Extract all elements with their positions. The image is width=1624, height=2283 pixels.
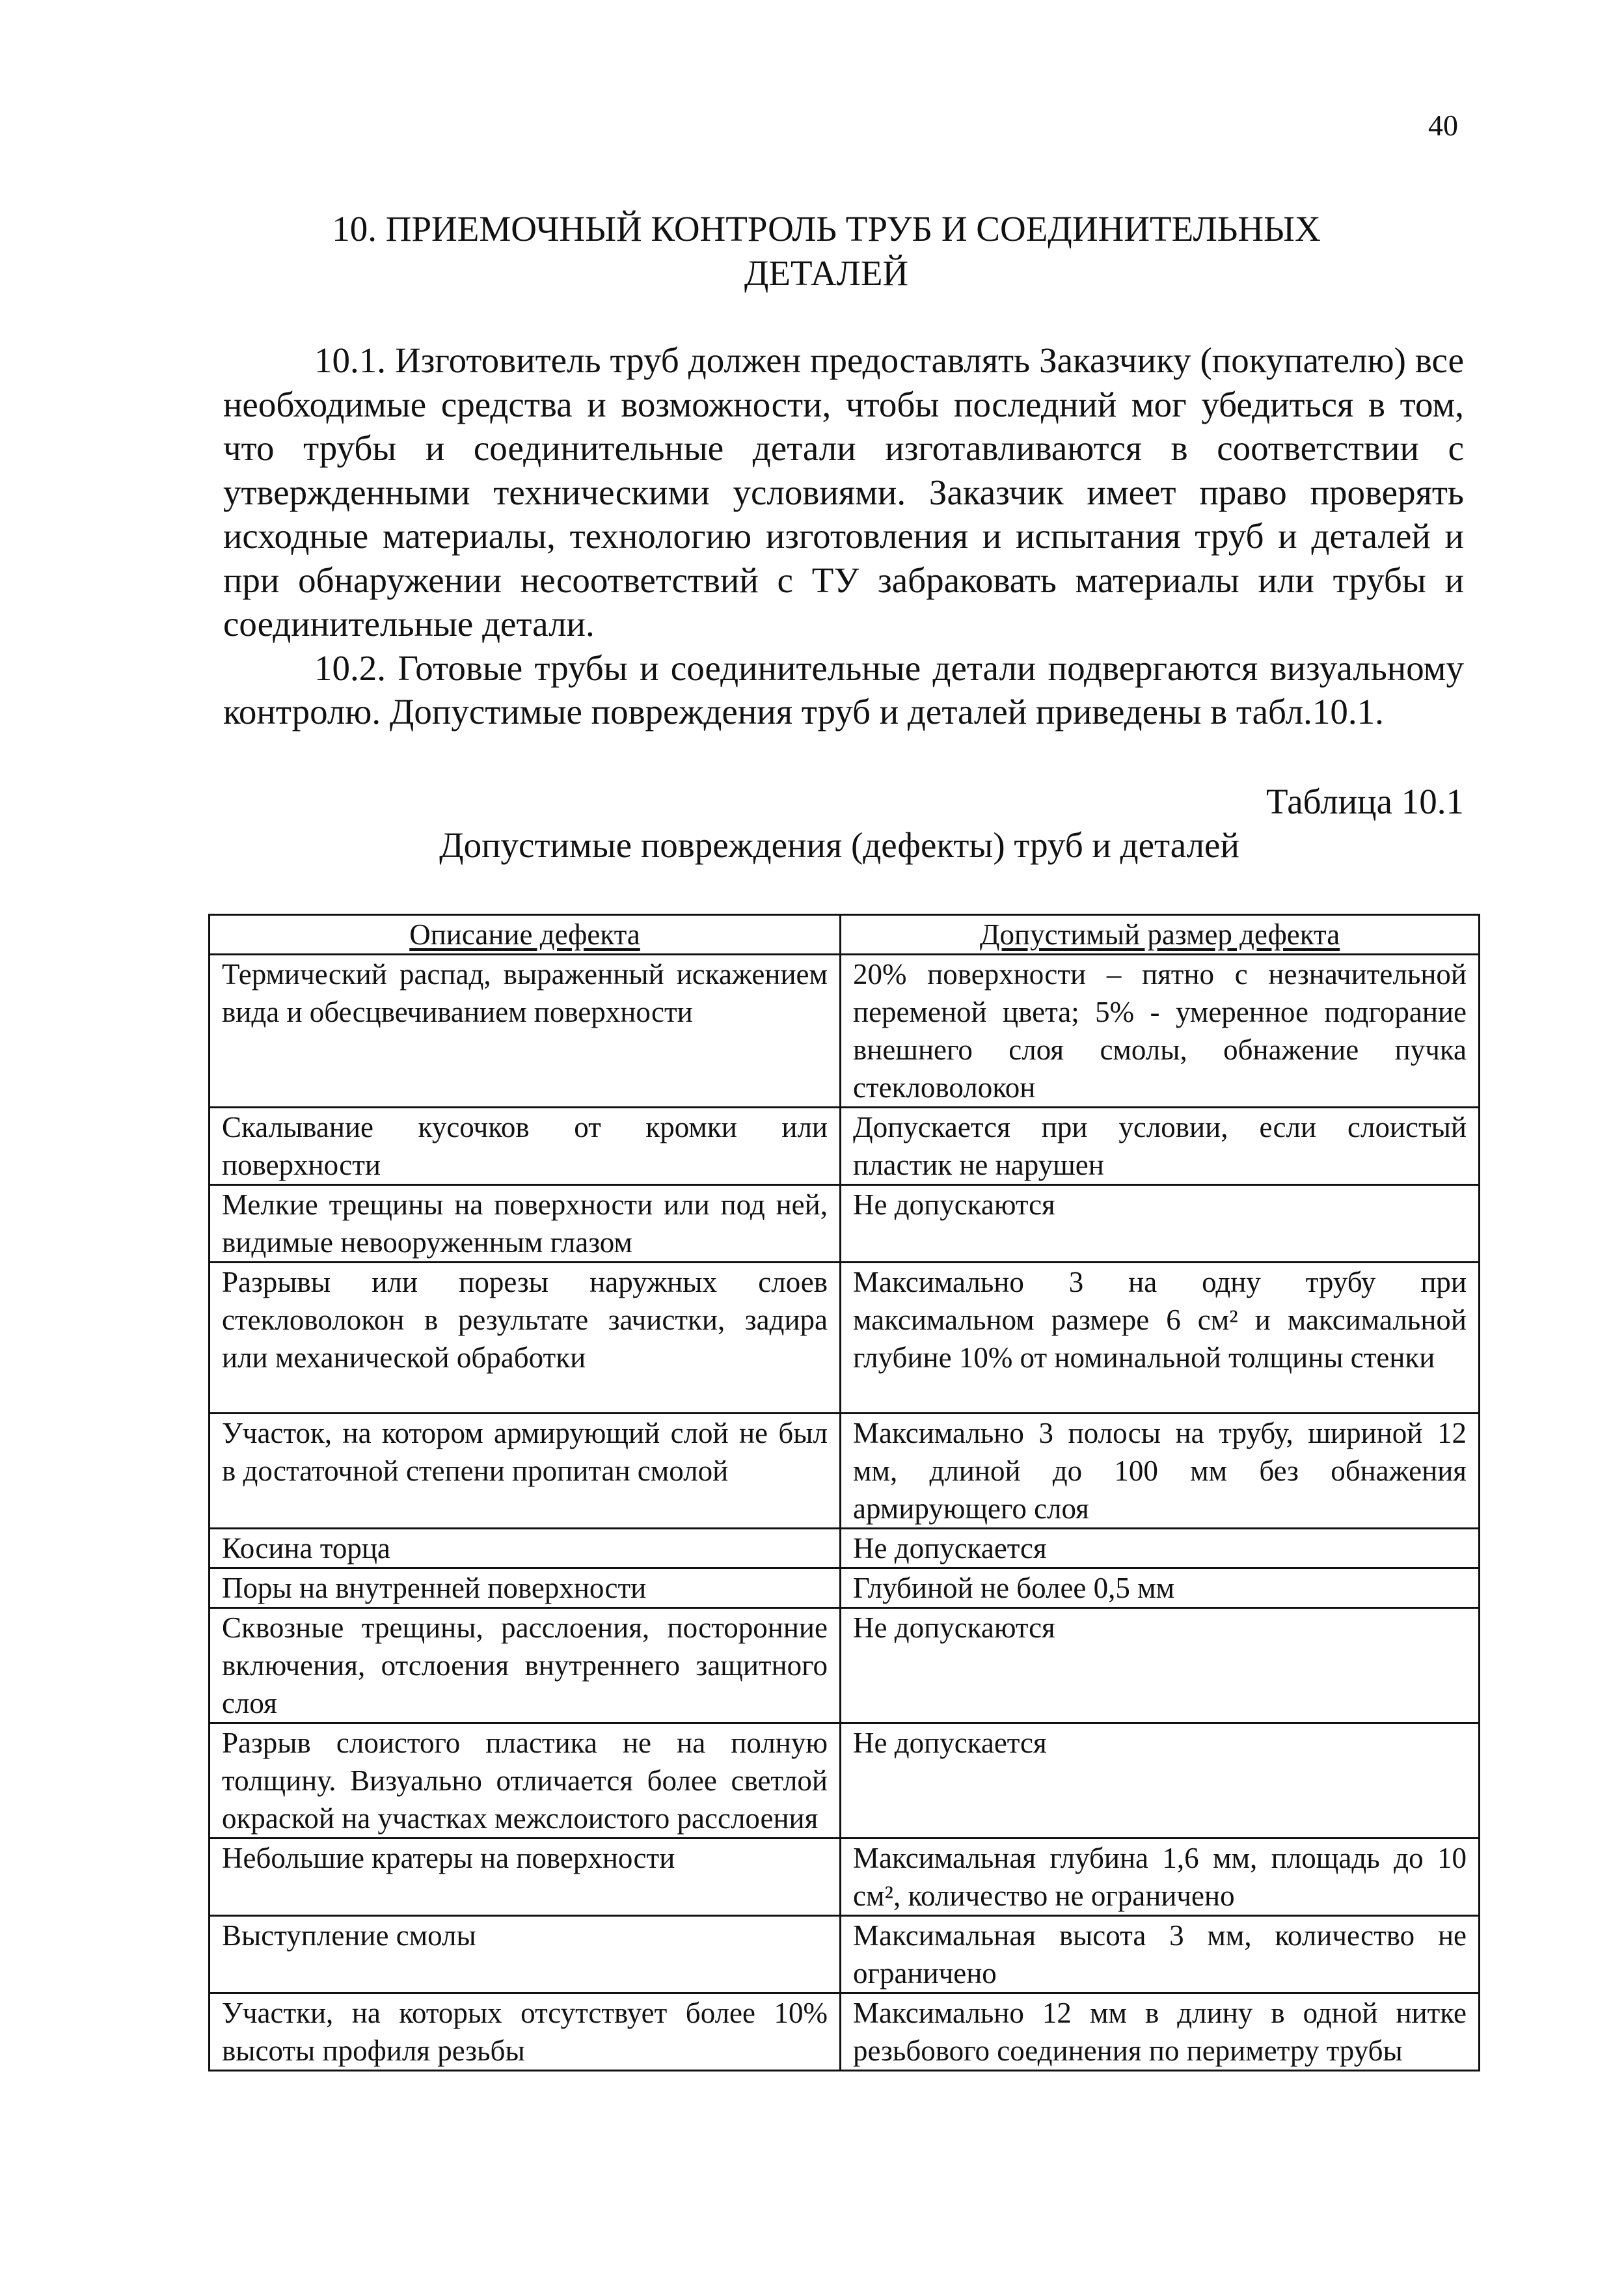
cell-defect: Сквозные трещины, расслоения, посторонние включения, отслоения внутреннего защитного слоя [210, 1608, 841, 1723]
table-row [210, 1108, 1480, 1185]
page-number: 40 [1428, 109, 1458, 142]
table-row [210, 1263, 1480, 1414]
cell-defect: Косина торца [210, 1529, 841, 1568]
cell-size: Максимально 12 мм в длину в одной нитке резьбового соединения по периметру трубы [841, 1993, 1480, 2071]
cell-defect: Мелкие трещины на поверхности или под ней, видимые невооруженным глазом [210, 1185, 841, 1263]
cell-size: Не допускаются [841, 1608, 1480, 1723]
cell-size: Допускается при условии, если слоистый пластик не нарушен [841, 1108, 1480, 1185]
paragraph-10-1-text: 10.1. Изготовитель труб должен предоставлять Заказчику (покупателю) все необходимые средства и возможности, чтобы последний мог убедиться в том, что трубы и соединительные детали изготавливаются в соответствии с утвержденными техническими условиями. Заказчик имеет право проверять исходные материалы, технологию изготовления и испытания труб и деталей и при обнаружении несоответствий с ТУ забраковать материалы или трубы и соединительные детали. [223, 340, 1464, 644]
table-title: Допустимые повреждения (дефекты) труб и деталей [439, 825, 1239, 865]
body-text [223, 338, 1464, 734]
header-allowed-size-text: Допустимый размер дефекта [979, 918, 1340, 951]
header-allowed-size [841, 915, 1480, 955]
cell-size: Максимально 3 полосы на трубу, шириной 12 мм, длиной до 100 мм без обнажения армирующего слоя [841, 1414, 1480, 1529]
table-row [210, 1993, 1480, 2071]
section-heading-line-2: ДЕТАЛЕЙ [744, 253, 909, 293]
cell-defect: Участок, на котором армирующий слой не был в достаточной степени пропитан смолой [210, 1414, 841, 1529]
cell-defect: Поры на внутренней поверхности [210, 1568, 841, 1608]
table-row [210, 1839, 1480, 1916]
cell-size: Не допускаются [841, 1185, 1480, 1263]
cell-defect: Выступление смолы [210, 1916, 841, 1993]
paragraph-10-1 [223, 338, 1464, 646]
cell-defect: Термический распад, выраженный искажением вида и обесцвечиванием поверхности [210, 955, 841, 1108]
header-defect-description [210, 915, 841, 955]
table-row [210, 1723, 1480, 1839]
table-row [210, 1414, 1480, 1529]
cell-defect: Разрыв слоистого пластика не на полную толщину. Визуально отличается более светлой окраской на участках межслоистого расслоения [210, 1723, 841, 1839]
table-row [210, 955, 1480, 1108]
table-row [210, 1529, 1480, 1568]
paragraph-10-2 [223, 646, 1464, 734]
table-row [210, 1608, 1480, 1723]
defects-table [208, 914, 1480, 2071]
cell-size: Не допускается [841, 1529, 1480, 1568]
cell-size: 20% поверхности – пятно с незначительной переменой цвета; 5% - умеренное подгорание внешнего слоя смолы, обнажение пучка стекловолокон [841, 955, 1480, 1108]
section-heading-line-1: 10. ПРИЕМОЧНЫЙ КОНТРОЛЬ ТРУБ И СОЕДИНИТЕЛЬНЫХ [332, 209, 1321, 249]
cell-defect: Небольшие кратеры на поверхности [210, 1839, 841, 1916]
header-defect-description-text: Описание дефекта [409, 918, 640, 951]
table-label: Таблица 10.1 [1266, 782, 1464, 821]
table-header-row [210, 915, 1480, 955]
table-row [210, 1916, 1480, 1993]
section-heading [215, 207, 1438, 295]
table-row [210, 1185, 1480, 1263]
cell-defect: Участки, на которых отсутствует более 10% высоты профиля резьбы [210, 1993, 841, 2071]
paragraph-10-2-text: 10.2. Готовые трубы и соединительные детали подвергаются визуальному контролю. Допустимые повреждения труб и деталей приведены в табл.10.1. [223, 648, 1464, 731]
cell-defect: Скалывание кусочков от кромки или поверхности [210, 1108, 841, 1185]
cell-defect: Разрывы или порезы наружных слоев стекловолокон в результате зачистки, задира или механической обработки [210, 1263, 841, 1414]
cell-size: Максимальная глубина 1,6 мм, площадь до 10 см², количество не ограничено [841, 1839, 1480, 1916]
table-row [210, 1568, 1480, 1608]
cell-size: Максимально 3 на одну трубу при максимальном размере 6 см² и максимальной глубине 10% от номинальной толщины стенки [841, 1263, 1480, 1414]
cell-size: Глубиной не более 0,5 мм [841, 1568, 1480, 1608]
cell-size: Максимальная высота 3 мм, количество не ограничено [841, 1916, 1480, 1993]
cell-size: Не допускается [841, 1723, 1480, 1839]
